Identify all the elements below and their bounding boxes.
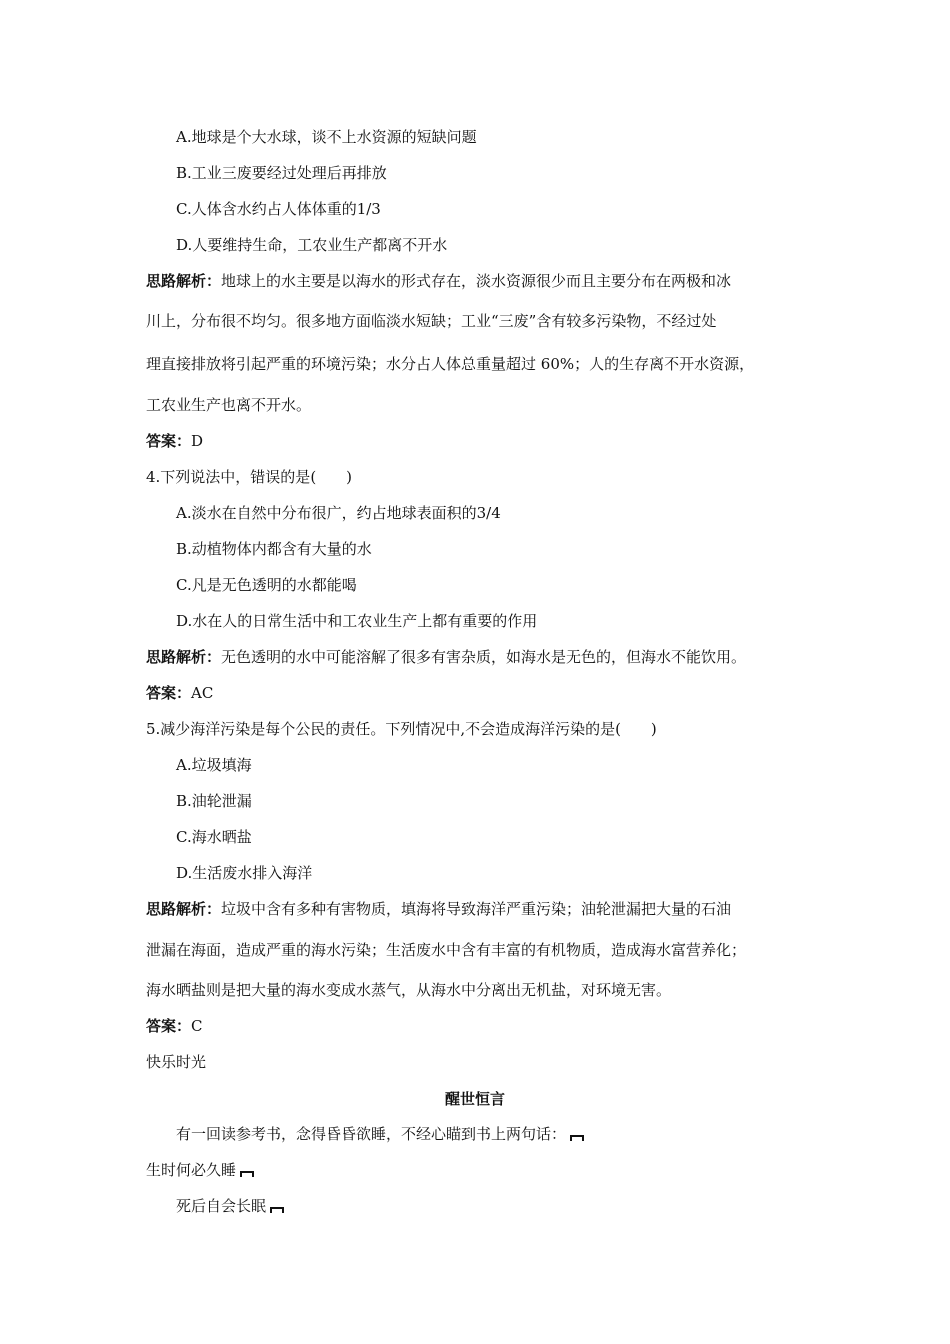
happy-line-1: [176, 1124, 584, 1144]
line-break-mark-icon: [270, 1207, 284, 1213]
q3-option-c: C.人体含水约占人体体重的1/3: [176, 200, 381, 218]
q3-option-a: A.地球是个大水球，谈不上水资源的短缺问题: [176, 128, 477, 146]
q4-analysis: [146, 647, 746, 667]
happy-line-2: [146, 1160, 254, 1180]
q5-answer-value: C: [191, 1017, 203, 1035]
q4-option-a: A.淡水在自然中分布很广，约占地球表面积的3/4: [176, 504, 501, 522]
q4-analysis-text: 无色透明的水中可能溶解了很多有害杂质，如海水是无色的，但海水不能饮用。: [221, 648, 747, 666]
q5-analysis-line-3: 海水晒盐则是把大量的海水变成水蒸气，从海水中分离出无机盐，对环境无害。: [146, 981, 672, 999]
q3-answer: [146, 431, 203, 451]
happy-line-1-text: 有一回读参考书，念得昏昏欲睡，不经心瞄到书上两句话：: [176, 1125, 567, 1143]
q3-answer-value: D: [191, 432, 204, 450]
happy-line-2-text: 生时何必久睡: [146, 1161, 237, 1179]
q3-analysis-line-1: [146, 271, 731, 291]
q3-analysis-label: 思路解析：: [146, 272, 222, 290]
line-break-mark-icon: [240, 1171, 254, 1177]
q5-option-a: A.垃圾填海: [176, 756, 252, 774]
q4-option-c: C.凡是无色透明的水都能喝: [176, 576, 357, 594]
q3-answer-label: 答案：: [146, 432, 192, 450]
q3-analysis-line-3: 理直接排放将引起严重的环境污染；水分占人体总重量超过 60%；人的生存离不开水资源，: [146, 355, 755, 373]
q3-option-b: B.工业三废要经过处理后再排放: [176, 164, 387, 182]
q4-answer-label: 答案：: [146, 684, 192, 702]
q5-answer-label: 答案：: [146, 1017, 192, 1035]
happy-line-3-text: 死后自会长眠: [176, 1197, 267, 1215]
q5-stem: 5.减少海洋污染是每个公民的责任。下列情况中,不会造成海洋污染的是( ): [146, 720, 657, 738]
q5-analysis-text-1: 垃圾中含有多种有害物质，填海将导致海洋严重污染；油轮泄漏把大量的石油: [221, 900, 732, 918]
q3-analysis-line-4: 工农业生产也离不开水。: [146, 396, 312, 414]
q3-option-d: D.人要维持生命，工农业生产都离不开水: [176, 236, 448, 254]
line-break-mark-icon: [570, 1135, 584, 1141]
q4-answer: [146, 683, 213, 703]
q3-analysis-line-2: 川上，分布很不均匀。很多地方面临淡水短缺；工业“三废”含有较多污染物，不经过处: [146, 312, 717, 330]
q4-option-b: B.动植物体内都含有大量的水: [176, 540, 372, 558]
happy-title: 醒世恒言: [444, 1090, 505, 1108]
q5-analysis-line-1: [146, 899, 731, 919]
q4-answer-value: AC: [191, 684, 214, 702]
q5-option-c: C.海水晒盐: [176, 828, 252, 846]
q5-analysis-line-2: 泄漏在海面，造成严重的海水污染；生活废水中含有丰富的有机物质，造成海水富营养化；: [146, 941, 747, 959]
happy-heading: 快乐时光: [146, 1053, 207, 1071]
q5-option-b: B.油轮泄漏: [176, 792, 252, 810]
q4-option-d: D.水在人的日常生活中和工农业生产上都有重要的作用: [176, 612, 538, 630]
q4-stem: 4.下列说法中，错误的是( ): [146, 468, 353, 486]
q4-analysis-label: 思路解析：: [146, 648, 222, 666]
happy-line-3: [176, 1196, 284, 1216]
q5-option-d: D.生活废水排入海洋: [176, 864, 313, 882]
q5-analysis-label: 思路解析：: [146, 900, 222, 918]
q3-analysis-text-1: 地球上的水主要是以海水的形式存在，淡水资源很少而且主要分布在两极和冰: [221, 272, 732, 290]
q5-answer: [146, 1016, 203, 1036]
